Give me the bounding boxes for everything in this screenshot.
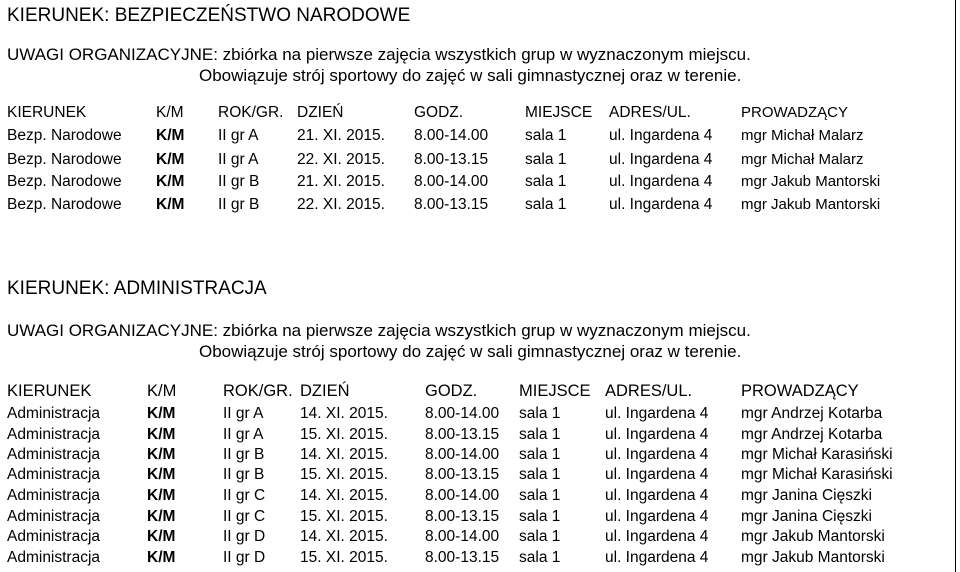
cell-km: K/M (147, 446, 176, 463)
header-prowadzacy: PROWADZĄCY (741, 104, 848, 121)
cell-godz: 8.00-14.00 (425, 528, 500, 545)
cell-km: K/M (156, 196, 185, 213)
cell-km: K/M (147, 487, 176, 504)
table-row (0, 426, 955, 448)
table-header-row (0, 382, 955, 404)
cell-godz: 8.00-13.15 (425, 466, 500, 483)
cell-dzien: 14. XI. 2015. (300, 405, 388, 422)
table-row (0, 508, 955, 530)
cell-miejsce: sala 1 (525, 151, 567, 168)
cell-rok-gr: II gr A (218, 127, 259, 144)
cell-prowadzacy: mgr Michał Karasiński (741, 446, 893, 463)
notes-line-1: UWAGI ORGANIZACYJNE: zbiórka na pierwsze zajęcia wszystkich grup w wyznaczonym miejscu. (7, 45, 751, 64)
cell-km: K/M (147, 528, 176, 545)
cell-rok-gr: II gr A (218, 151, 259, 168)
cell-miejsce: sala 1 (519, 549, 561, 566)
cell-kierunek: Administracja (7, 466, 101, 483)
cell-godz: 8.00-14.00 (425, 446, 500, 463)
header-rok-gr: ROK/GR. (223, 382, 293, 400)
cell-dzien: 22. XI. 2015. (297, 196, 385, 213)
cell-miejsce: sala 1 (525, 196, 567, 213)
section-title: KIERUNEK: ADMINISTRACJA (7, 278, 267, 299)
section-title: KIERUNEK: BEZPIECZEŃSTWO NARODOWE (7, 5, 411, 26)
cell-adres: ul. Ingardena 4 (605, 446, 709, 463)
cell-prowadzacy: mgr Janina Cięszki (741, 508, 872, 525)
cell-godz: 8.00-14.00 (414, 127, 489, 144)
table-row (0, 405, 955, 427)
cell-godz: 8.00-13.15 (425, 508, 500, 525)
cell-prowadzacy: mgr Jakub Mantorski (741, 196, 881, 213)
cell-prowadzacy: mgr Andrzej Kotarba (741, 426, 883, 443)
cell-dzien: 21. XI. 2015. (297, 127, 385, 144)
cell-dzien: 14. XI. 2015. (300, 528, 388, 545)
header-km: K/M (147, 382, 177, 400)
cell-godz: 8.00-14.00 (425, 487, 500, 504)
cell-kierunek: Administracja (7, 446, 101, 463)
table-row (0, 151, 955, 173)
cell-adres: ul. Ingardena 4 (605, 466, 709, 483)
cell-dzien: 15. XI. 2015. (300, 426, 388, 443)
cell-prowadzacy: mgr Michał Malarz (741, 151, 864, 168)
cell-kierunek: Administracja (7, 487, 101, 504)
header-godz: GODZ. (414, 104, 464, 121)
cell-km: K/M (156, 173, 185, 190)
cell-miejsce: sala 1 (519, 426, 561, 443)
notes-line-2: Obowiązuje strój sportowy do zajęć w sali gimnastycznej oraz w terenie. (199, 342, 742, 361)
notes-line-2: Obowiązuje strój sportowy do zajęć w sali gimnastycznej oraz w terenie. (199, 66, 742, 85)
cell-adres: ul. Ingardena 4 (605, 549, 709, 566)
table-row (0, 196, 955, 218)
cell-dzien: 15. XI. 2015. (300, 508, 388, 525)
cell-rok-gr: II gr D (223, 549, 266, 566)
cell-godz: 8.00-14.00 (425, 405, 500, 422)
cell-kierunek: Administracja (7, 549, 101, 566)
cell-miejsce: sala 1 (525, 127, 567, 144)
cell-adres: ul. Ingardena 4 (605, 405, 709, 422)
header-kierunek: KIERUNEK (7, 382, 92, 400)
cell-rok-gr: II gr D (223, 528, 266, 545)
header-rok-gr: ROK/GR. (218, 104, 284, 121)
cell-km: K/M (147, 508, 176, 525)
cell-godz: 8.00-13.15 (425, 426, 500, 443)
header-adres: ADRES/UL. (609, 104, 691, 121)
cell-kierunek: Administracja (7, 508, 101, 525)
table-row (0, 173, 955, 195)
cell-prowadzacy: mgr Jakub Mantorski (741, 173, 881, 190)
cell-adres: ul. Ingardena 4 (605, 487, 709, 504)
cell-adres: ul. Ingardena 4 (609, 151, 713, 168)
header-godz: GODZ. (425, 382, 478, 400)
cell-km: K/M (147, 405, 176, 422)
cell-dzien: 14. XI. 2015. (300, 446, 388, 463)
cell-km: K/M (156, 151, 185, 168)
header-dzien: DZIEŃ (297, 104, 344, 121)
cell-adres: ul. Ingardena 4 (605, 528, 709, 545)
table-row (0, 549, 955, 571)
cell-miejsce: sala 1 (519, 487, 561, 504)
cell-adres: ul. Ingardena 4 (609, 127, 713, 144)
header-adres: ADRES/UL. (605, 382, 693, 400)
cell-kierunek: Administracja (7, 426, 101, 443)
table-row (0, 528, 955, 550)
cell-kierunek: Bezp. Narodowe (7, 151, 122, 168)
cell-kierunek: Bezp. Narodowe (7, 173, 122, 190)
cell-miejsce: sala 1 (519, 466, 561, 483)
cell-dzien: 15. XI. 2015. (300, 549, 388, 566)
cell-adres: ul. Ingardena 4 (609, 196, 713, 213)
cell-prowadzacy: mgr Michał Malarz (741, 127, 864, 144)
cell-miejsce: sala 1 (519, 508, 561, 525)
notes-line-1: UWAGI ORGANIZACYJNE: zbiórka na pierwsze zajęcia wszystkich grup w wyznaczonym miejscu. (7, 321, 751, 340)
table-row (0, 487, 955, 509)
cell-miejsce: sala 1 (519, 446, 561, 463)
table-row (0, 466, 955, 488)
cell-rok-gr: II gr C (223, 487, 266, 504)
cell-prowadzacy: mgr Jakub Mantorski (741, 528, 885, 545)
header-dzien: DZIEŃ (300, 382, 350, 400)
cell-prowadzacy: mgr Andrzej Kotarba (741, 405, 883, 422)
cell-prowadzacy: mgr Janina Cięszki (741, 487, 872, 504)
table-row (0, 446, 955, 468)
header-prowadzacy: PROWADZĄCY (741, 382, 859, 400)
cell-dzien: 21. XI. 2015. (297, 173, 385, 190)
table-row (0, 127, 955, 149)
cell-godz: 8.00-13.15 (414, 196, 489, 213)
cell-godz: 8.00-13.15 (414, 151, 489, 168)
cell-km: K/M (147, 466, 176, 483)
cell-dzien: 22. XI. 2015. (297, 151, 385, 168)
page-border-line (955, 0, 956, 572)
cell-adres: ul. Ingardena 4 (609, 173, 713, 190)
cell-kierunek: Bezp. Narodowe (7, 196, 122, 213)
cell-rok-gr: II gr A (223, 426, 264, 443)
cell-km: K/M (147, 426, 176, 443)
cell-kierunek: Bezp. Narodowe (7, 127, 122, 144)
header-miejsce: MIEJSCE (525, 104, 593, 121)
cell-prowadzacy: mgr Michał Karasiński (741, 466, 893, 483)
cell-adres: ul. Ingardena 4 (605, 426, 709, 443)
cell-miejsce: sala 1 (519, 528, 561, 545)
cell-rok-gr: II gr B (223, 466, 265, 483)
cell-rok-gr: II gr B (223, 446, 265, 463)
cell-godz: 8.00-14.00 (414, 173, 489, 190)
cell-prowadzacy: mgr Jakub Mantorski (741, 549, 885, 566)
header-miejsce: MIEJSCE (519, 382, 591, 400)
cell-kierunek: Administracja (7, 405, 101, 422)
cell-km: K/M (147, 549, 176, 566)
table-header-row (0, 104, 955, 126)
cell-km: K/M (156, 127, 185, 144)
cell-rok-gr: II gr A (223, 405, 264, 422)
cell-dzien: 15. XI. 2015. (300, 466, 388, 483)
cell-rok-gr: II gr B (218, 196, 260, 213)
cell-miejsce: sala 1 (525, 173, 567, 190)
cell-rok-gr: II gr B (218, 173, 260, 190)
cell-kierunek: Administracja (7, 528, 101, 545)
cell-adres: ul. Ingardena 4 (605, 508, 709, 525)
cell-miejsce: sala 1 (519, 405, 561, 422)
header-kierunek: KIERUNEK (7, 104, 87, 121)
cell-godz: 8.00-13.15 (425, 549, 500, 566)
cell-dzien: 14. XI. 2015. (300, 487, 388, 504)
header-km: K/M (156, 104, 184, 121)
cell-rok-gr: II gr C (223, 508, 266, 525)
